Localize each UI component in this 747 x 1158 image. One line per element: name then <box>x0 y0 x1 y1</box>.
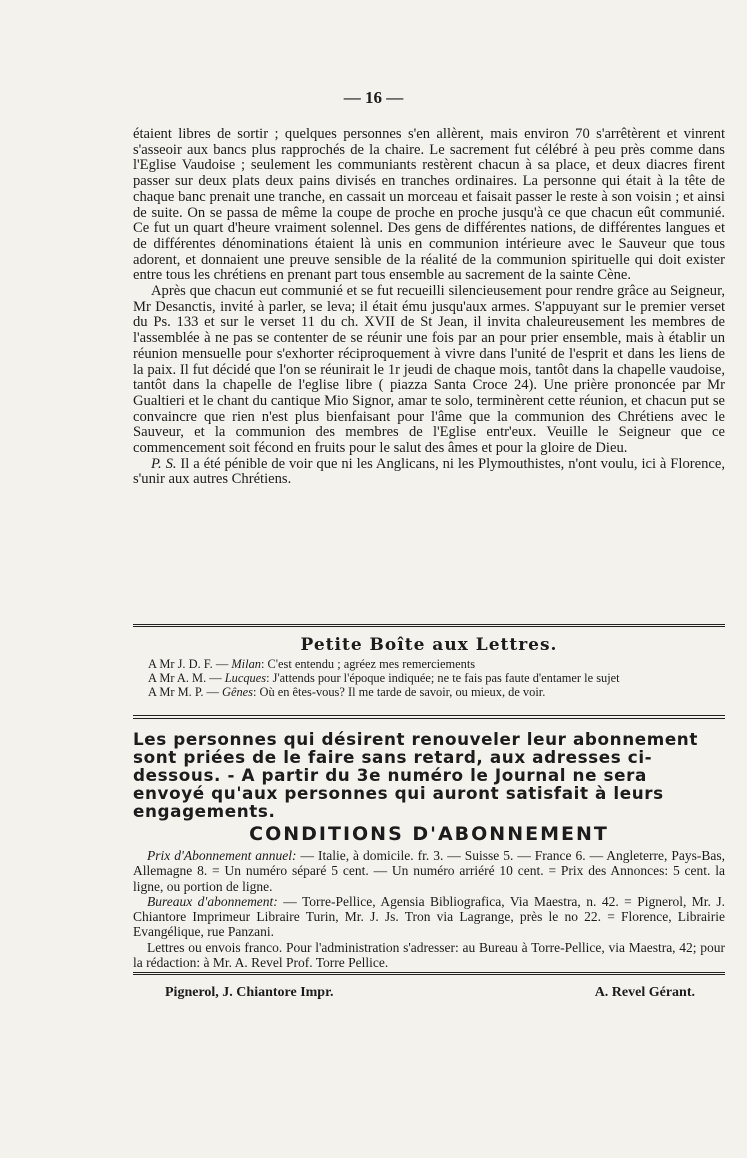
printer-name: Pignerol, J. Chiantore Impr. <box>165 985 334 1000</box>
prices-label: Prix d'Abonnement annuel: <box>147 848 297 863</box>
mailbox-place: Milan <box>231 657 261 671</box>
postscript <box>133 457 725 488</box>
conditions-letters: Lettres ou envois franco. Pour l'administration s'adresser: au Bureau à Torre-Pellice, via Maestra, 42; pour la rédaction: à Mr. A. Revel Prof. Torre Pellice. <box>133 939 725 971</box>
mailbox-message: : Où en êtes-vous? Il me tarde de savoir, ou mieux, de voir. <box>252 685 546 700</box>
mailbox-list <box>148 657 724 700</box>
mailbox-message: : C'est entendu ; agréez mes remerciements <box>260 657 476 671</box>
section-divider <box>133 715 725 716</box>
mailbox-recipient: A Mr M. P. — <box>148 685 223 700</box>
article-body <box>133 127 725 488</box>
paragraph-communion: étaient libres de sortir ; quelques personnes s'en allèrent, mais environ 70 s'arrêtèrent et vinrent s'asseoir aux bancs plus rapprochés de la chaire. Le sacrement fut célébré à peu près comme dans l'Eglise Vaudoise ; seulement les communiants restèrent chacun à sa place, et deux diacres firent passer sur deux plats deux pains divisés en tranches ordinaires. La personne qui était à la tête de chaque banc prenait une tranche, en cassait un morceau et faisait passer le reste à son voisin ; et ainsi de suite. On se passa de même la coupe de proche en proche jusqu'à ce que chacun eût communié. Ce fut un quart d'heure vraiment solennel. Des gens de différentes nations, de différentes langues et de différentes dénominations étaient là unis en communion intérieure avec le Sauveur que tous adorent, et donnaient une preuve sensible de la réalité de la communion spirituelle qui doit exister entre tous les chrétiens en prenant part tous ensemble au sacrement de la sainte Cène. <box>133 126 725 284</box>
mailbox-recipient: A Mr A. M. — <box>148 671 225 686</box>
prices-text: — Italie, à domicile. fr. 3. — Suisse 5. — France 6. — Angleterre, Pays-Bas, Allemagne 8. = Un numéro séparé 5 cent. — Un numéro arriéré 10 cent. = Prix des Annonces: 5 cent. la ligne, ou portion de ligne. <box>133 848 725 894</box>
conditions-prices <box>133 848 725 894</box>
mailbox-message: : J'attends pour l'époque indiquée; ne te fais pas faute d'entamer le sujet <box>266 671 620 686</box>
footer-divider <box>133 972 725 975</box>
subscription-notice: Les personnes qui désirent renouveler leur abonnement sont priées de le faire sans retard, aux adresses ci-dessous. - A partir du 3e numéro le Journal ne sera envoyé qu'aux personnes qui auront satisfait à leurs engagements. <box>133 729 698 821</box>
postscript-text: Il a été pénible de voir que ni les Anglicans, ni les Plymouthistes, n'ont voulu, ici à Florence, s'unir aux autres Chrétiens. <box>133 455 725 488</box>
offices-label: Bureaux d'abonnement: <box>147 893 278 909</box>
manager-name: A. Revel Gérant. <box>594 985 695 1000</box>
imprint-footer <box>165 985 695 1001</box>
conditions-title: CONDITIONS D'ABONNEMENT <box>249 823 609 845</box>
section-divider <box>133 718 725 719</box>
mailbox-place: Lucques <box>224 671 267 686</box>
offices-text: — Torre-Pellice, Agensia Bibliografica, Via Maestra, n. 42. = Pignerol, Mr. J. Chiantore Imprimeur Libraire Turin, Mr. J. Js. Tron via Lagrange, près le no 22. = Florence, Librairie Evangélique, rue Panzani. <box>133 893 726 940</box>
mailbox-title: Petite Boîte aux Lettres. <box>300 635 558 655</box>
postscript-label: P. S. <box>151 455 177 472</box>
mailbox-item <box>148 657 724 671</box>
mailbox-recipient: A Mr J. D. F. — <box>148 657 232 671</box>
section-divider <box>133 624 725 627</box>
mailbox-item <box>148 671 724 685</box>
paragraph-desanctis: Après que chacun eut communié et se fut recueilli silencieusement pour rendre grâce au Seigneur, Mr Desanctis, invité à parler, se leva; il était ému jusqu'aux armes. S'appuyant sur le premier verset du Ps. 133 et sur le verset 11 du ch. XVII de St Jean, il invita chaleureusement les membres de l'assemblée à ne pas se contenter de se réunir une fois par an pour prier ensemble, mais à établir un réunion mensuelle pour s'exhorter réciproquement à vivre dans l'unité de l'esprit et dans les liens de la paix. Il fut décidé que l'on se réunirait le 1r jeudi de chaque mois, tantôt dans la chapelle vaudoise, tantôt dans la chapelle de l'eglise libre ( piazza Santa Croce 24). Une prière prononcée par Mr Gualtieri et le chant du cantique Mio Signor, amar te solo, terminèrent cette réunion, et chacun put se convaincre que rien n'est plus bienfaisant pour l'âme que la communion des Chrétiens avec le Sauveur, et la communion des membres de l'Eglise entr'eux. Veuille le Seigneur que ce commencement soit fécond en fruits pour le salut des âmes et pour la gloire de Dieu. <box>133 283 725 457</box>
conditions-offices <box>133 894 725 940</box>
mailbox-item <box>148 685 724 699</box>
conditions-block <box>133 848 725 970</box>
page-number: — 16 — <box>343 88 404 107</box>
mailbox-place: Gênes <box>222 685 253 700</box>
